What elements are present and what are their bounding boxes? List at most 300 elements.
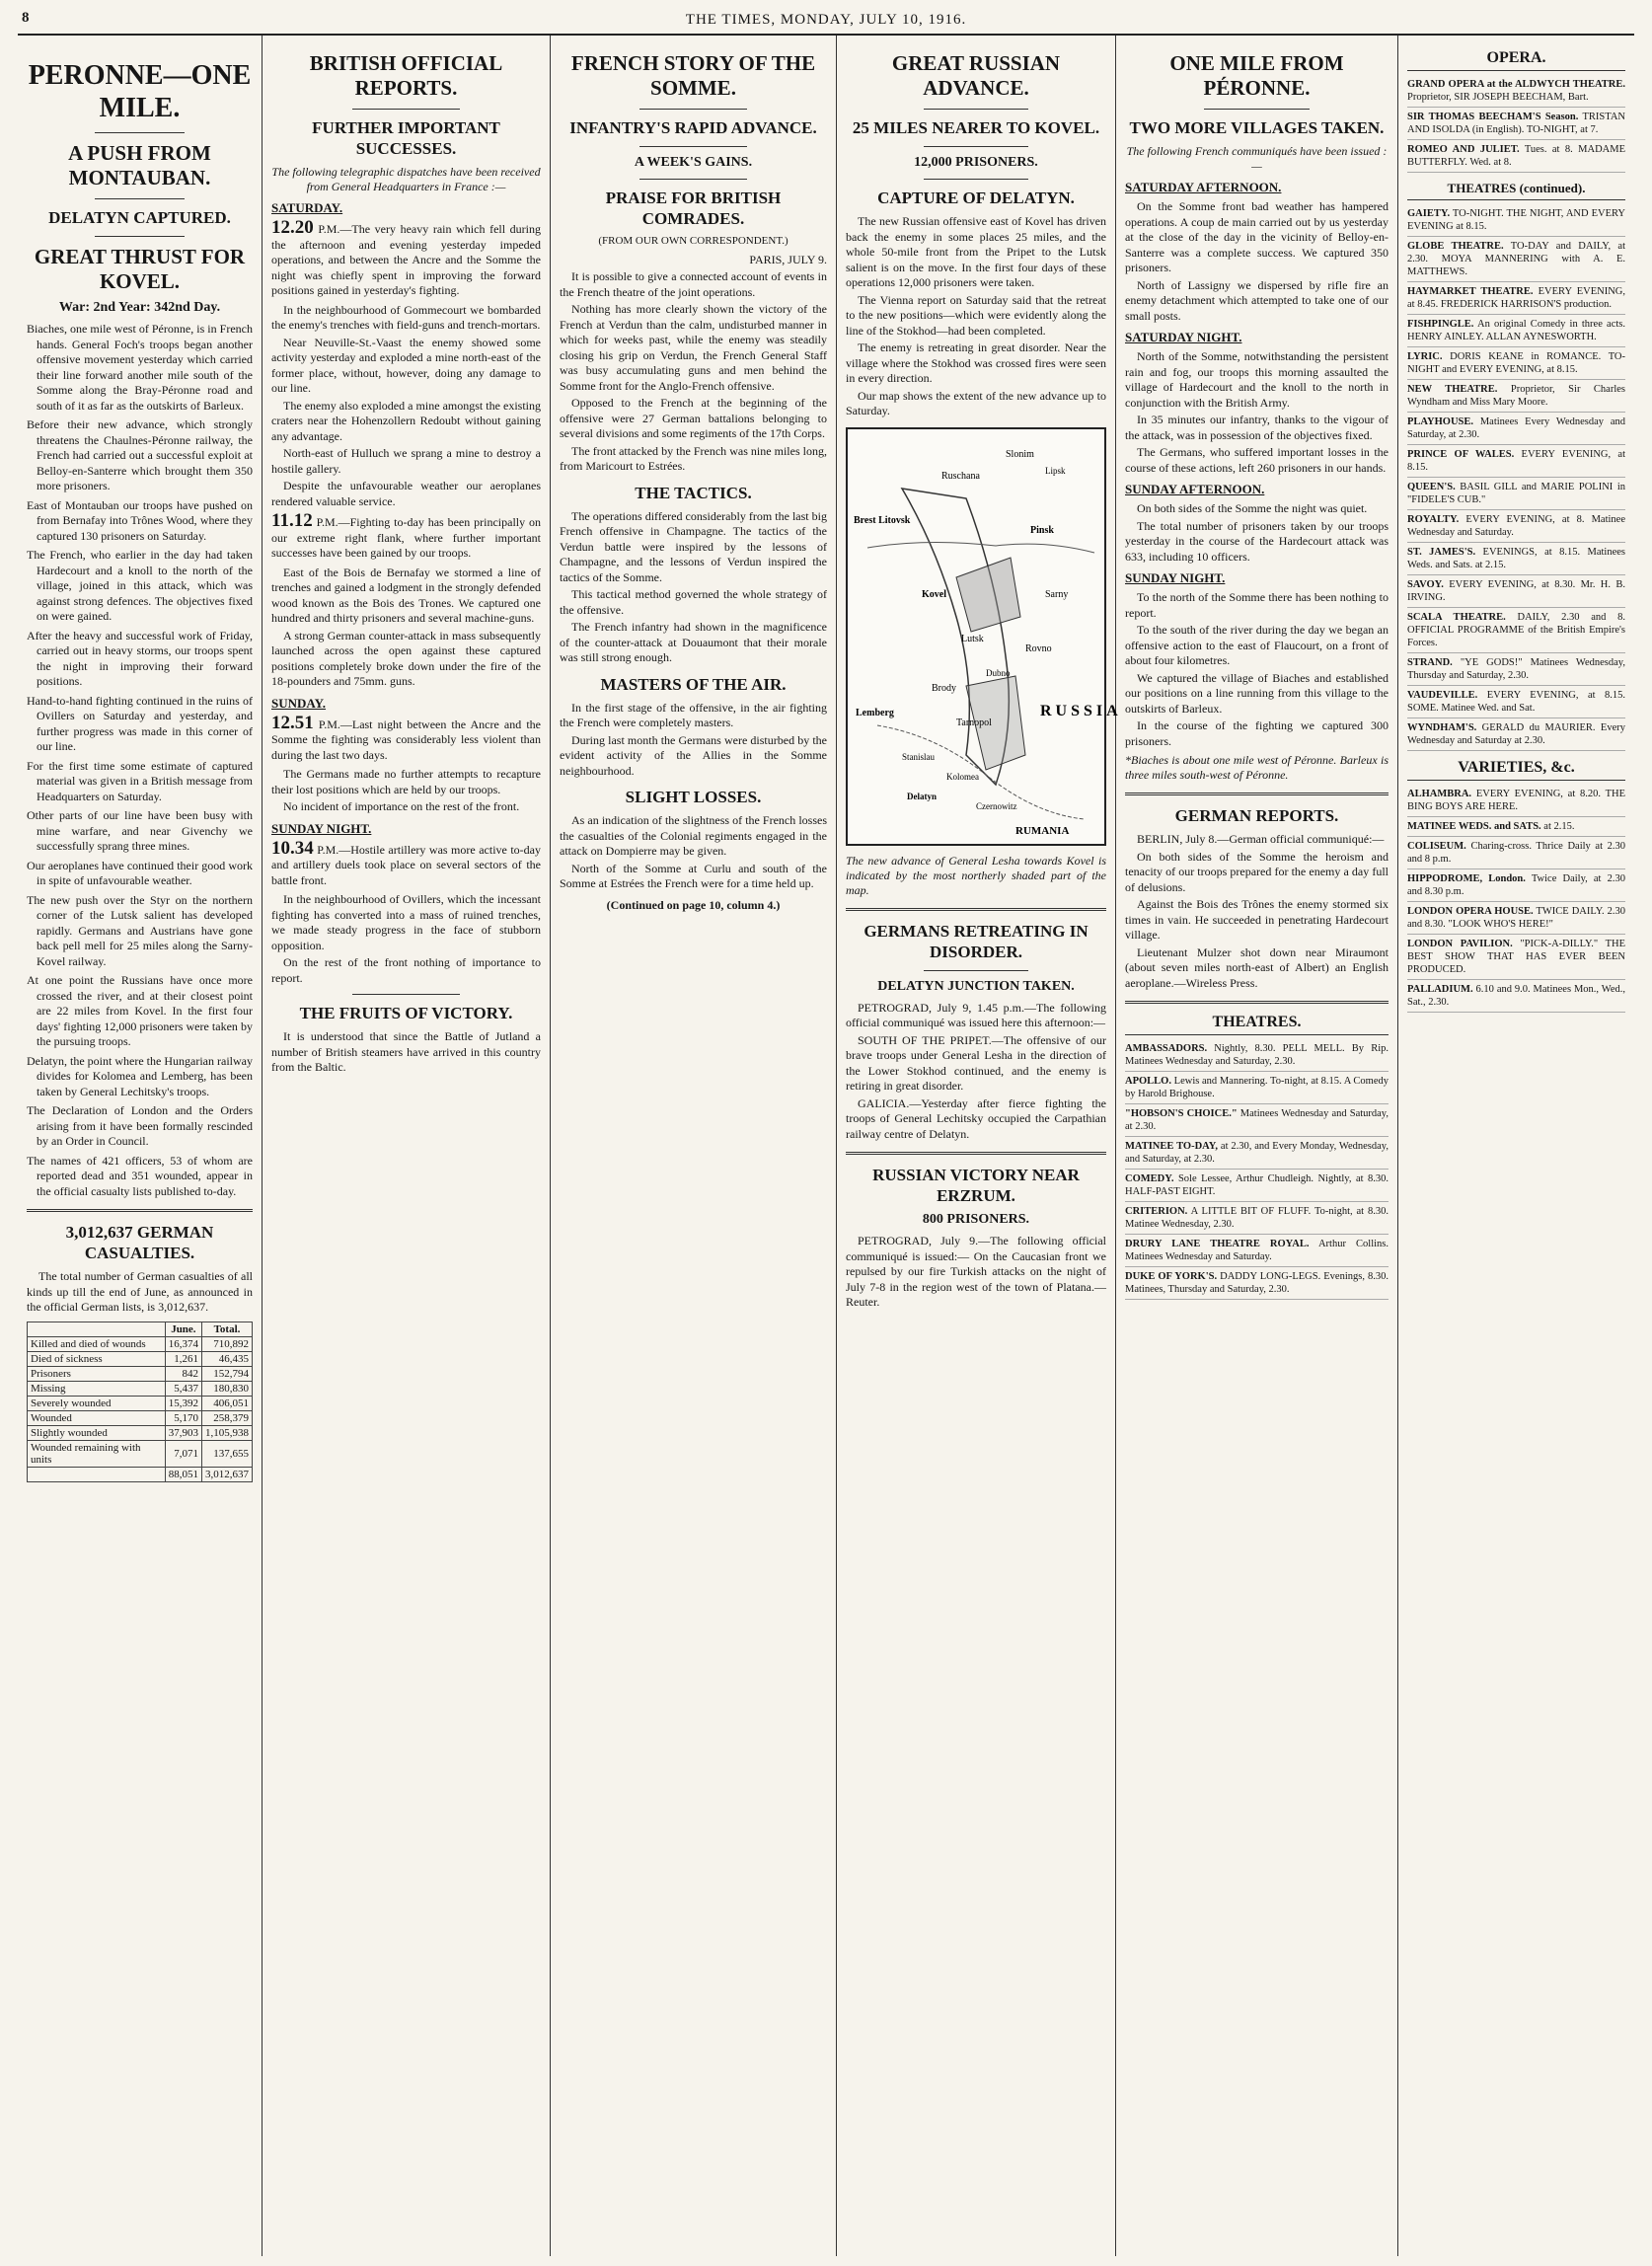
ad-name: DUKE OF YORK'S. xyxy=(1125,1271,1218,1282)
ad-text: Charing-cross. Thrice Daily at 2.30 and 8 p.m. xyxy=(1407,841,1625,865)
article-paragraph: SOUTH OF THE PRIPET.—The offensive of our brave troops under General Lesha in the direction of the Lower Stokhod continued, and the enemy is retiring in great disorder. xyxy=(846,1032,1106,1093)
article-paragraph: During last month the Germans were disturbed by the evident activity of the Allies in the Somme neighbourhood. xyxy=(560,732,827,778)
summary-paragraph: The names of 421 officers, 53 of whom are reported dead and 351 wounded, appear in the official casualty lists published to-day. xyxy=(27,1153,253,1198)
report-paragraph: On the rest of the front nothing of importance to report. xyxy=(271,955,541,985)
ad-name: APOLLO. xyxy=(1125,1076,1171,1087)
article-paragraph: Nothing has more clearly shown the victory of the French at Verdun than the calm, undisturbed manner in which for weeks past, while the enemy was steadily closing his grip on Verdun, the French General Staff was busy accumulating guns and men behind the Somme front for the Anglo-French offensive. xyxy=(560,302,827,393)
ad-text: at 2.15. xyxy=(1543,821,1575,832)
german-paragraph: BERLIN, July 8.—German official communiqué:— xyxy=(1137,832,1385,846)
communique-paragraph: North of Lassigny we dispersed by rifle fire an enemy detachment which attempted to take one of our small posts. xyxy=(1125,277,1389,323)
communique-paragraph: To the south of the river during the day we began an offensive action to the east of Flaucourt, on a front of about four kilometres. xyxy=(1125,623,1389,667)
summary-paragraph: Delatyn, the point where the Hungarian railway divides for Kolomea and Lemberg, has been taken by General Lechitsky's troops. xyxy=(27,1053,253,1098)
table-header-row xyxy=(28,1322,253,1336)
theatre-ad xyxy=(1407,282,1625,315)
theatre-ad xyxy=(1125,1170,1389,1202)
table-cell: Killed and died of wounds xyxy=(28,1336,166,1351)
losses-headline: SLIGHT LOSSES. xyxy=(625,788,762,806)
ad-name: NEW THEATRE. xyxy=(1407,384,1498,395)
variety-ad xyxy=(1407,902,1625,935)
ad-name: DRURY LANE THEATRE ROYAL. xyxy=(1125,1239,1310,1249)
map-label: RUSSIA xyxy=(1040,702,1122,719)
report-text: P.M.—Last night between the Ancre and the Somme the fighting was considerably less violent than during the last two days. xyxy=(271,717,541,762)
ad-name: ROYALTY. xyxy=(1407,514,1460,525)
map-caption: The new advance of General Lesha towards Kovel is indicated by the most northerly shaded part of the map. xyxy=(846,853,1106,897)
ad-text: EVERY EVENING, at 8. Matinee Wednesday and Saturday. xyxy=(1407,514,1625,538)
table-cell: 152,794 xyxy=(202,1366,253,1381)
ad-text: Arthur Collins. Matinees Wednesday and Saturday. xyxy=(1125,1239,1389,1262)
theatre-ad xyxy=(1125,1137,1389,1170)
divider xyxy=(1204,109,1310,110)
tactics-headline: THE TACTICS. xyxy=(635,483,752,502)
headline-british-reports: BRITISH OFFICIAL REPORTS. xyxy=(309,51,503,100)
ad-name: ALHAMBRA. xyxy=(1407,789,1472,799)
article-paragraph: It is possible to give a connected account of events in the French theatre of the joint operations. xyxy=(560,269,827,299)
map-label: Pinsk xyxy=(1030,524,1054,536)
section-sunday-night: SUNDAY NIGHT. xyxy=(1125,570,1226,585)
theatres-continued-headline: THEATRES (continued). xyxy=(1407,181,1625,200)
report-paragraph: In the neighbourhood of Gommecourt we bombarded the enemy's trenches with field-guns and trench-mortars. xyxy=(271,302,541,332)
summary-paragraph: Before their new advance, which strongly threatens the Chaulnes-Péronne railway, the French had carried out a successful exploit at Belloy-en-Santerre which brought them 350 more prisoners. xyxy=(27,417,253,492)
section-sunday-afternoon: SUNDAY AFTERNOON. xyxy=(1125,482,1265,496)
ad-name: SAVOY. xyxy=(1407,579,1444,590)
ad-name: GAIETY. xyxy=(1407,208,1451,219)
ad-text: EVERY EVENING, at 8.45. FREDERICK HARRISON'S production. xyxy=(1407,286,1626,310)
ad-text: TRISTAN AND ISOLDA (in English). TO-NIGHT, at 7. xyxy=(1407,112,1625,135)
opera-ad xyxy=(1407,75,1625,108)
report-time: 12.51 xyxy=(271,712,314,733)
footnote: *Biaches is about one mile west of Péronne. Barleux is three miles south-west of Péronne. xyxy=(1125,753,1389,782)
table-header xyxy=(28,1322,166,1336)
report-10-34 xyxy=(271,837,542,889)
theatres-headline: THEATRES. xyxy=(1125,1014,1389,1035)
table-cell: 88,051 xyxy=(165,1467,201,1481)
map-label: Kovel xyxy=(922,588,946,600)
ad-text: "YE GODS!" Matinees Wednesday, Thursday and Saturday, 2.30. xyxy=(1407,657,1625,681)
table-cell: 5,437 xyxy=(165,1381,201,1396)
ad-name: HIPPODROME, London. xyxy=(1407,873,1526,884)
report-paragraph: No incident of importance on the rest of the front. xyxy=(283,799,520,813)
variety-ad xyxy=(1407,837,1625,869)
summary-paragraph: At one point the Russians have once more crossed the river, and at their closest point are 22 miles from Kovel. In the first four days' fighting 12,000 prisoners were taken by the pursuing troops. xyxy=(27,973,253,1048)
german-paragraph: Lieutenant Mulzer shot down near Miraumont (about seven miles north-east of Albert) an English aeroplane.—Wireless Press. xyxy=(1125,944,1389,990)
headline-one-mile: ONE MILE FROM PÉRONNE. xyxy=(1169,51,1344,100)
theatre-ad xyxy=(1407,543,1625,575)
divider xyxy=(95,132,186,133)
report-time: 12.20 xyxy=(271,217,314,238)
table-row xyxy=(28,1381,253,1396)
ad-text: Tues. at 8. MADAME BUTTERFLY. Wed. at 8. xyxy=(1407,144,1625,168)
table-row xyxy=(28,1396,253,1410)
page-number: 8 xyxy=(22,10,30,26)
communique-paragraph: North of the Somme, notwithstanding the persistent rain and fog, our troops this morning assaulted the village of Hardecourt and the knoll to the north in conjunction with the British Army. xyxy=(1125,349,1389,410)
ad-text: Sole Lessee, Arthur Chudleigh. Nightly, at 8.30. HALF-PAST EIGHT. xyxy=(1125,1173,1389,1197)
opera-ad xyxy=(1407,140,1625,173)
table-cell: Missing xyxy=(28,1381,166,1396)
report-paragraph: A strong German counter-attack in mass subsequently launched across the open against these captured positions completely broke down under the fire of the 18-pounders and 75mm. guns. xyxy=(271,628,541,688)
dispatch-intro: The following telegraphic dispatches have been received from General Headquarters in France :— xyxy=(271,165,541,193)
variety-ad xyxy=(1407,869,1625,902)
report-paragraph: East of the Bois de Bernafay we stormed a line of trenches and gained a lodgment in the strongly defended wood known as the Bois des Trones. We captured one hundred and thirty prisoners and several machine-guns. xyxy=(271,565,541,625)
table-cell: Prisoners xyxy=(28,1366,166,1381)
report-text: P.M.—Fighting to-day has been principally on our extreme right flank, where further important successes have been gained by our troops. xyxy=(271,515,541,560)
ad-name: ST. JAMES'S. xyxy=(1407,547,1476,558)
headline-peronne: PERONNE—ONE MILE. xyxy=(28,60,252,123)
table-cell: 1,105,938 xyxy=(202,1425,253,1440)
ad-text: Matinees Wednesday and Saturday, at 2.30. xyxy=(1125,1108,1389,1132)
theatre-ad xyxy=(1407,204,1625,237)
erzrum-headline: RUSSIAN VICTORY NEAR ERZRUM. xyxy=(872,1166,1080,1205)
casualties-paragraph: The total number of German casualties of all kinds up till the end of June, as announced in the official German lists, is 3,012,637. xyxy=(27,1269,253,1314)
ad-text: TO-NIGHT. THE NIGHT, AND EVERY EVENING at 8.15. xyxy=(1407,208,1626,232)
column-1 xyxy=(18,36,263,2256)
theatre-ad xyxy=(1407,347,1625,380)
table-cell: Wounded xyxy=(28,1410,166,1425)
sub-rapid-advance: INFANTRY'S RAPID ADVANCE. xyxy=(569,118,817,137)
column-5 xyxy=(1116,36,1398,2256)
variety-ad xyxy=(1407,935,1625,980)
divider xyxy=(1125,1001,1389,1004)
map-label: Lipsk xyxy=(1045,465,1066,476)
opera-headline: OPERA. xyxy=(1407,49,1625,71)
ad-name: CRITERION. xyxy=(1125,1206,1188,1217)
section-saturday: SATURDAY. xyxy=(271,200,343,215)
communique-paragraph: The total number of prisoners taken by our troops yesterday in the course of the Hardecourt attack was 633, including 10 officers. xyxy=(1125,518,1389,564)
theatre-ad xyxy=(1407,237,1625,282)
ad-name: MATINEE TO-DAY, xyxy=(1125,1141,1219,1152)
table-cell: 406,051 xyxy=(202,1396,253,1410)
map-label: Rovno xyxy=(1025,642,1052,654)
map-label: Lemberg xyxy=(856,707,894,718)
theatre-ad xyxy=(1125,1072,1389,1104)
section-sunday-night: SUNDAY NIGHT. xyxy=(271,820,372,836)
communique-paragraph: In 35 minutes our infantry, thanks to the vigour of the attack, was in possession of the objectives fixed. xyxy=(1125,413,1389,442)
map-label: Slonim xyxy=(1006,448,1034,460)
table-cell: 3,012,637 xyxy=(202,1467,253,1481)
summary-paragraph: Biaches, one mile west of Péronne, is in French hands. General Foch's troops began another offensive movement yesterday which carried their line forward another mile south of the Somme along the Bray-Péronne road and south of it as far as the outskirts of Barleux. xyxy=(27,322,253,413)
map-label: RUMANIA xyxy=(1015,824,1070,837)
german-paragraph: Against the Bois des Trônes the enemy stormed six times in vain. He succeeded in penetrating Hardecourt village. xyxy=(1125,897,1389,942)
article-paragraph: The Vienna report on Saturday said that the retreat to the new positions—which were evidently along the line of the Stokhod—had been completed. xyxy=(846,292,1106,338)
article-paragraph: Opposed to the French at the beginning of the offensive were 27 German battalions belonging to several divisions and some regiments of the 17th Corps. xyxy=(560,396,827,440)
ad-text: An original Comedy in three acts. HENRY AINLEY. ALLAN AYNESWORTH. xyxy=(1407,319,1625,342)
communique-intro: The following French communiqués have been issued :— xyxy=(1126,144,1388,173)
report-paragraph: North-east of Hulluch we sprang a mine to destroy a hostile gallery. xyxy=(271,446,541,476)
theatre-ad xyxy=(1407,575,1625,608)
table-cell: 1,261 xyxy=(165,1351,201,1366)
map-label: Ruschana xyxy=(941,470,980,482)
summary-paragraph: After the heavy and successful work of Friday, carried out in heavy storms, our troops spent the night in improving their forward positions. xyxy=(27,628,253,688)
ad-name: PLAYHOUSE. xyxy=(1407,416,1474,427)
theatre-ad xyxy=(1125,1267,1389,1300)
sub-further-successes: FURTHER IMPORTANT SUCCESSES. xyxy=(312,118,500,158)
ad-name: GRAND OPERA at the ALDWYCH THEATRE. xyxy=(1407,79,1625,90)
map-label: Czernowitz xyxy=(976,800,1017,811)
divider xyxy=(924,146,1028,147)
divider xyxy=(924,179,1028,180)
table-cell: 258,379 xyxy=(202,1410,253,1425)
sub-montauban: A PUSH FROM MONTAUBAN. xyxy=(68,141,211,189)
ad-text: A LITTLE BIT OF FLUFF. To-night, at 8.30. Matinee Wednesday, 2.30. xyxy=(1125,1206,1389,1230)
report-text: P.M.—The very heavy rain which fell during the afternoon and evening yesterday impeded operations, and between the Ancre and the Somme the night was chiefly spent in improving the forward positions gained in yesterday's fighting. xyxy=(271,222,542,297)
summary-paragraph: The new push over the Styr on the northern corner of the Lutsk salient has developed rapidly. Germans and Austrians have gone back pell mell for 25 miles along the Sarny-Kovel railway. xyxy=(27,892,253,968)
article-paragraph: The enemy is retreating in great disorder. Near the village where the Stokhod was crossed fires were seen in every direction. xyxy=(846,340,1106,385)
theatre-ad xyxy=(1407,413,1625,445)
divider xyxy=(1125,793,1389,795)
section-saturday-afternoon: SATURDAY AFTERNOON. xyxy=(1125,180,1282,194)
table-cell: 842 xyxy=(165,1366,201,1381)
ad-name: LONDON PAVILION. xyxy=(1407,939,1513,949)
summary-paragraph: Other parts of our line have been busy with mine warfare, and near Givenchy we successfully sprang three mines. xyxy=(27,808,253,853)
section-sunday: SUNDAY. xyxy=(271,695,327,711)
report-11-12 xyxy=(271,510,541,562)
byline: (FROM OUR OWN CORRESPONDENT.) xyxy=(598,235,788,247)
summary-paragraph: Our aeroplanes have continued their good work in spite of unfavourable weather. xyxy=(27,858,253,887)
article-paragraph: PETROGRAD, July 9.—The following official communiqué is issued:— On the Caucasian front we repulsed by our fire Turkish attacks on the night of July 7-8 in the region west of the town of Platana.—Reuter. xyxy=(846,1234,1106,1309)
continued-note: (Continued on page 10, column 4.) xyxy=(606,897,781,912)
report-12-20 xyxy=(271,217,542,299)
ad-text: Twice Daily, at 2.30 and 8.30 p.m. xyxy=(1407,873,1625,897)
ad-name: COMEDY. xyxy=(1125,1173,1174,1184)
theatre-ad xyxy=(1125,1039,1389,1072)
sub-weeks-gains: A WEEK'S GAINS. xyxy=(634,155,753,170)
ad-name: GLOBE THEATRE. xyxy=(1407,241,1504,252)
report-text: P.M.—Hostile artillery was more active to-day and artillery duels took place on several sectors of the battle front. xyxy=(271,842,542,887)
article-paragraph: The operations differed considerably from the last big French offensive in Champagne. The tactics of the Verdun battle were inspired by the lessons of Champagne, and the lessons of Verdun inspired the tactics of the Somme. xyxy=(560,508,827,584)
dateline: PARIS, JULY 9. xyxy=(749,253,827,266)
ad-text: EVERY EVENING, at 8.15. SOME. Matinee Wed. and Sat. xyxy=(1407,690,1625,714)
ad-text: DORIS KEANE in ROMANCE. TO-NIGHT and EVERY EVENING, at 8.15. xyxy=(1407,351,1626,375)
theatre-ad xyxy=(1125,1104,1389,1137)
ad-text: Matinees Every Wednesday and Saturday, at 2.30. xyxy=(1407,416,1625,440)
theatre-ad xyxy=(1407,315,1625,347)
table-cell: 180,830 xyxy=(202,1381,253,1396)
sub-capture-delatyn: CAPTURE OF DELATYN. xyxy=(877,189,1075,207)
divider xyxy=(639,109,746,110)
ad-text: Proprietor, Sir Charles Wyndham and Miss Mary Moore. xyxy=(1407,384,1626,408)
divider xyxy=(846,908,1106,911)
map-svg xyxy=(848,429,1122,844)
ad-text: Proprietor, SIR JOSEPH BEECHAM, Bart. xyxy=(1407,92,1589,103)
communique-paragraph: To the north of the Somme there has been nothing to report. xyxy=(1125,590,1389,620)
ad-name: PALLADIUM. xyxy=(1407,984,1473,995)
table-cell: Died of sickness xyxy=(28,1351,166,1366)
ad-name: MATINEE WEDS. and SATS. xyxy=(1407,821,1541,832)
ad-name: LYRIC. xyxy=(1407,351,1443,362)
communique-paragraph: On the Somme front bad weather has hampered operations. A coup de main carried out by us yesterday at the close of the day in the vicinity of Belloy-en-Santerre was a complete success. We captured 350 prisoners. xyxy=(1125,199,1389,274)
theatre-ad xyxy=(1407,380,1625,413)
ad-text: BASIL GILL and MARIE POLINI in "FIDELE'S CUB." xyxy=(1407,482,1625,505)
column-4 xyxy=(837,36,1122,2256)
ad-name: COLISEUM. xyxy=(1407,841,1466,852)
headline-russian-advance: GREAT RUSSIAN ADVANCE. xyxy=(891,51,1061,100)
german-paragraph: On both sides of the Somme the heroism and tenacity of our troops prepared for the enemy a day full of delusions. xyxy=(1125,849,1389,894)
river-line xyxy=(867,542,1094,553)
theatre-ad xyxy=(1125,1202,1389,1235)
variety-ad xyxy=(1407,817,1625,837)
table-cell: 137,655 xyxy=(202,1440,253,1467)
ad-text: "PICK-A-DILLY." THE BEST SHOW THAT HAS EVER BEEN PRODUCED. xyxy=(1407,939,1625,975)
table-cell: Slightly wounded xyxy=(28,1425,166,1440)
map-label: Sarny xyxy=(1045,588,1069,600)
shaded-advance-area xyxy=(956,558,1020,632)
summary-paragraph: For the first time some estimate of captured material was given in a British message from Headquarters on Saturday. xyxy=(27,758,253,803)
masthead xyxy=(18,8,1634,36)
ad-text: EVENINGS, at 8.15. Matinees Weds. and Sats. at 2.15. xyxy=(1407,547,1626,570)
headline-french-story: FRENCH STORY OF THE SOMME. xyxy=(570,51,816,100)
casualties-table xyxy=(27,1322,253,1482)
ad-name: "HOBSON'S CHOICE." xyxy=(1125,1108,1238,1119)
report-paragraph: The enemy also exploded a mine amongst the existing craters near the Hohenzollern Redoubt without gaining any advantage. xyxy=(271,398,541,443)
ad-name: SCALA THEATRE. xyxy=(1407,612,1506,623)
article-paragraph: The French infantry had shown in the magnificence of the counter-attack at Douaumont that their morale was still strong enough. xyxy=(560,620,827,664)
theatre-ad xyxy=(1407,718,1625,751)
ad-text: TO-DAY and DAILY, at 2.30. MOYA MANNERING with A. E. MATTHEWS. xyxy=(1407,241,1625,277)
table-row xyxy=(28,1425,253,1440)
table-cell xyxy=(28,1467,166,1481)
section-saturday-night: SATURDAY NIGHT. xyxy=(1125,330,1242,344)
variety-ad xyxy=(1407,980,1625,1013)
erzrum-sub: 800 PRISONERS. xyxy=(922,1212,1030,1227)
ad-text: DADDY LONG-LEGS. Evenings, 8.30. Matinees, Thursday and Saturday, 2.30. xyxy=(1125,1271,1389,1295)
article-paragraph: North of the Somme at Curlu and south of the Somme at Estrées the French were for a time held up. xyxy=(560,861,827,890)
ad-text: GERALD du MAURIER. Every Wednesday and Saturday at 2.30. xyxy=(1407,722,1625,746)
table-cell: 16,374 xyxy=(165,1336,201,1351)
article-paragraph: This tactical method governed the whole strategy of the offensive. xyxy=(560,587,827,617)
table-row xyxy=(28,1351,253,1366)
article-paragraph: PETROGRAD, July 9, 1.45 p.m.—The following official communiqué was issued here this afternoon:— xyxy=(846,1000,1106,1029)
article-paragraph: GALICIA.—Yesterday after fierce fighting the troops of General Lechitsky occupied the Carpathian railway centre of Delatyn. xyxy=(846,1095,1106,1141)
ad-name: STRAND. xyxy=(1407,657,1453,668)
ad-text: 6.10 and 9.0. Matinees Mon., Wed., Sat., 2.30. xyxy=(1407,984,1626,1008)
ad-name: QUEEN'S. xyxy=(1407,482,1456,492)
theatre-ad xyxy=(1407,653,1625,686)
table-cell: 5,170 xyxy=(165,1410,201,1425)
table-header: Total. xyxy=(202,1322,253,1336)
map-label: Brody xyxy=(932,682,956,694)
article-paragraph: As an indication of the slightness of the French losses the casualties of the Colonial regiments engaged in the attack on Dompierre may be given. xyxy=(560,813,827,858)
table-cell: Wounded remaining with units xyxy=(28,1440,166,1467)
article-paragraph: The front attacked by the French was nine miles long, from Maricourt to Estrées. xyxy=(560,443,827,473)
ad-name: HAYMARKET THEATRE. xyxy=(1407,286,1534,297)
summary-paragraph: Hand-to-hand fighting continued in the ruins of Ovillers on Saturday and yesterday, and further progress was made in this corner of our line. xyxy=(27,693,253,753)
ad-text: at 2.30, and Every Monday, Wednesday, and Saturday, at 2.30. xyxy=(1125,1141,1389,1165)
table-header: June. xyxy=(165,1322,201,1336)
theatre-ad xyxy=(1407,608,1625,653)
summary-paragraph: The French, who earlier in the day had taken Hardecourt and a knoll to the north of the village, joined in this attack, which was against strong defences. The objectives fixed on were gained. xyxy=(27,548,253,623)
divider xyxy=(924,970,1028,971)
ad-name: VAUDEVILLE. xyxy=(1407,690,1478,701)
war-day: War: 2nd Year: 342nd Day. xyxy=(58,300,221,315)
table-cell: Severely wounded xyxy=(28,1396,166,1410)
map-label: Dubno xyxy=(986,667,1011,678)
map-label: Lutsk xyxy=(961,633,984,644)
report-paragraph: Despite the unfavourable weather our aeroplanes rendered valuable service. xyxy=(271,479,541,508)
table-cell: 7,071 xyxy=(165,1440,201,1467)
map-label: Delatyn xyxy=(907,791,937,801)
ad-text: Lewis and Mannering. To-night, at 8.15. A Comedy by Harold Brighouse. xyxy=(1125,1076,1389,1099)
divider xyxy=(95,236,186,237)
junction-headline: DELATYN JUNCTION TAKEN. xyxy=(877,978,1075,994)
divider xyxy=(95,198,186,199)
map-label: Kolomea xyxy=(946,771,979,782)
casualties-headline: 3,012,637 GERMAN CASUALTIES. xyxy=(65,1223,214,1262)
theatre-ad xyxy=(1407,445,1625,478)
divider xyxy=(639,146,746,147)
map-label: Stanislau xyxy=(902,751,935,762)
sub-delatyn: DELATYN CAPTURED. xyxy=(48,208,231,227)
variety-ad xyxy=(1407,785,1625,817)
theatre-ad xyxy=(1407,478,1625,510)
map-label: Tarnopol xyxy=(956,717,992,728)
theatre-ad xyxy=(1407,686,1625,718)
ad-name: FISHPINGLE. xyxy=(1407,319,1474,330)
divider xyxy=(924,109,1028,110)
divider xyxy=(846,1152,1106,1155)
divider xyxy=(352,994,460,995)
ad-name: ROMEO AND JULIET. xyxy=(1407,144,1520,155)
ad-name: WYNDHAM'S. xyxy=(1407,722,1477,733)
report-time: 10.34 xyxy=(271,837,314,859)
communique-paragraph: We captured the village of Biaches and established our positions on a line running from this village to the outskirts of Barleux. xyxy=(1125,670,1389,716)
ad-text: EVERY EVENING, at 8.30. Mr. H. B. IRVING. xyxy=(1407,579,1626,603)
communique-paragraph: In the course of the fighting we captured 300 prisoners. xyxy=(1125,718,1389,748)
masthead-title: THE TIMES, MONDAY, JULY 10, 1916. xyxy=(685,12,967,28)
opera-ad xyxy=(1407,108,1625,140)
table-cell: 37,903 xyxy=(165,1425,201,1440)
eastern-front-map xyxy=(846,427,1122,846)
ad-text: DAILY, 2.30 and 8. OFFICIAL PROGRAMME of the British Empire's Forces. xyxy=(1407,612,1626,648)
ad-text: TWICE DAILY. 2.30 and 8.30. "LOOK WHO'S HERE!" xyxy=(1407,906,1625,930)
divider xyxy=(639,179,746,180)
article-paragraph: In the first stage of the offensive, in the air fighting the French were completely masters. xyxy=(560,700,827,729)
fruits-headline: THE FRUITS OF VICTORY. xyxy=(299,1004,513,1022)
table-cell: 46,435 xyxy=(202,1351,253,1366)
article-paragraph: Our map shows the extent of the new advance up to Saturday. xyxy=(846,388,1106,417)
ad-text: Nightly, 8.30. PELL MELL. By Rip. Matinees Wednesday and Saturday, 2.30. xyxy=(1125,1043,1389,1067)
table-row xyxy=(28,1336,253,1351)
sub-praise-british: PRAISE FOR BRITISH COMRADES. xyxy=(605,189,782,228)
varieties-headline: VARIETIES, &c. xyxy=(1407,759,1625,781)
theatre-ad xyxy=(1407,510,1625,543)
table-row xyxy=(28,1440,253,1467)
communique-paragraph: The Germans, who suffered important losses in the course of these actions, left 260 prisoners in our hands. xyxy=(1125,445,1389,475)
map-label: Brest Litovsk xyxy=(854,514,911,526)
germans-retreating-headline: GERMANS RETREATING IN DISORDER. xyxy=(864,921,1089,961)
report-paragraph: The Germans made no further attempts to recapture their lost positions which are held by our troops. xyxy=(271,767,541,796)
theatre-ad xyxy=(1125,1235,1389,1267)
article-paragraph: The new Russian offensive east of Kovel has driven back the enemy in some places 25 miles, and the whole 50-mile front from the Pripet to the Lutsk salient is on the move. In the first four days of these operations 12,000 prisoners were taken. xyxy=(846,214,1106,289)
column-2 xyxy=(263,36,551,2256)
ad-text: EVERY EVENING, at 8.15. xyxy=(1407,449,1625,473)
ad-name: LONDON OPERA HOUSE. xyxy=(1407,906,1534,917)
summary-paragraph: The Declaration of London and the Orders arising from it have been formally rescinded by an Order in Council. xyxy=(27,1103,253,1148)
ad-name: PRINCE OF WALES. xyxy=(1407,449,1515,460)
table-row xyxy=(28,1410,253,1425)
column-3 xyxy=(551,36,837,2256)
report-paragraph: Near Neuville-St.-Vaast the enemy showed some activity yesterday and exploded a mine north-east of the former place, without, however, doing any damage to our line. xyxy=(271,335,541,395)
table-total-row xyxy=(28,1467,253,1481)
table-cell: 710,892 xyxy=(202,1336,253,1351)
report-12-51 xyxy=(271,712,541,764)
german-reports-headline: GERMAN REPORTS. xyxy=(1174,806,1339,825)
ad-text: EVERY EVENING, at 8.20. THE BING BOYS ARE HERE. xyxy=(1407,789,1626,812)
divider xyxy=(27,1209,253,1212)
sub-kovel: GREAT THRUST FOR KOVEL. xyxy=(34,245,246,293)
sub-nearer-kovel: 25 MILES NEARER TO KOVEL. xyxy=(852,118,1100,137)
report-paragraph: In the neighbourhood of Ovillers, which the incessant fighting has converted into a mass of ruined trenches, we made steady progress in the face of stubborn opposition. xyxy=(271,892,541,952)
table-row xyxy=(28,1366,253,1381)
sub-two-villages: TWO MORE VILLAGES TAKEN. xyxy=(1129,118,1385,137)
